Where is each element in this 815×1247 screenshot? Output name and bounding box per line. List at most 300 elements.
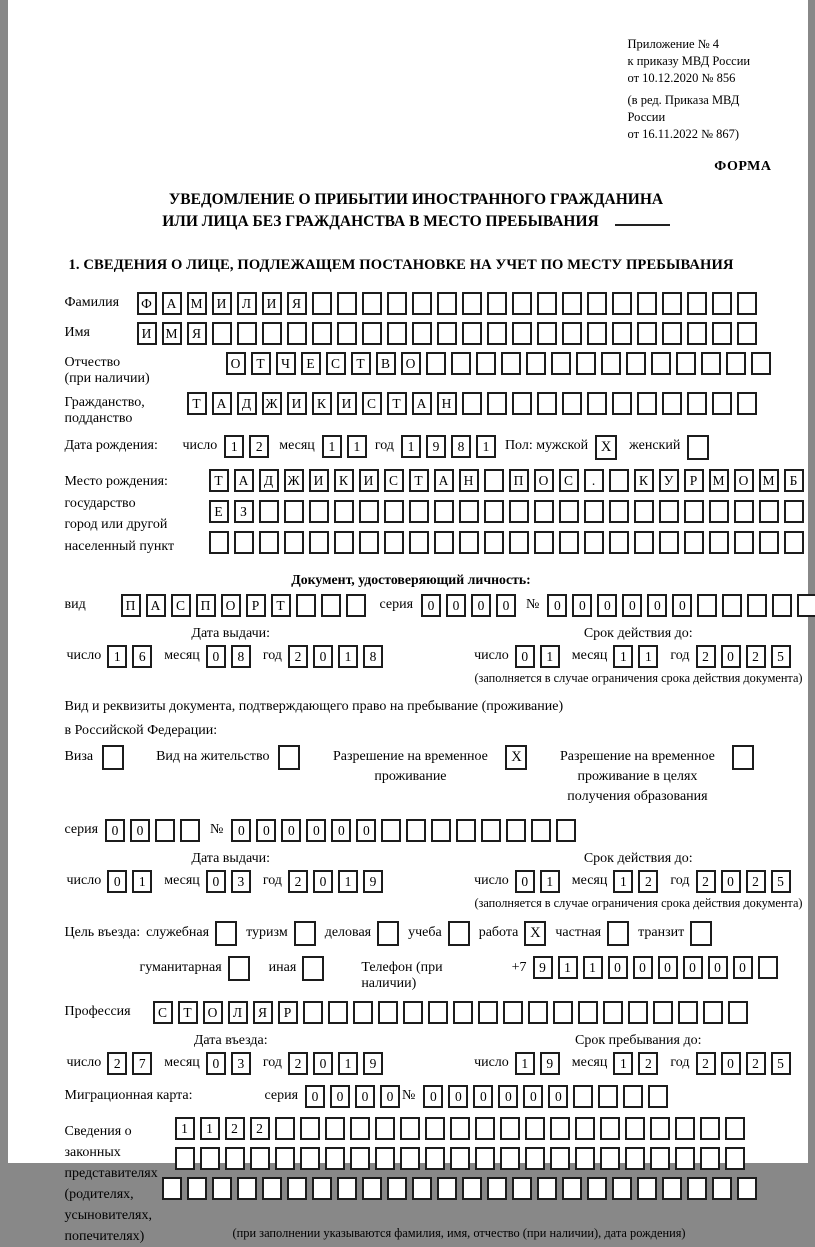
char-cell[interactable]: [722, 594, 742, 617]
char-cell[interactable]: Ф: [137, 292, 157, 315]
char-cell[interactable]: 9: [363, 870, 383, 893]
char-cell[interactable]: [650, 1147, 670, 1170]
purpose-transit-checkbox[interactable]: [690, 921, 712, 946]
char-cell[interactable]: [512, 392, 532, 415]
char-cell[interactable]: [725, 1117, 745, 1140]
char-cell[interactable]: О: [203, 1001, 223, 1024]
char-cell[interactable]: [337, 1177, 357, 1200]
char-cell[interactable]: Е: [301, 352, 321, 375]
char-cell[interactable]: С: [362, 392, 382, 415]
char-cell[interactable]: 0: [231, 819, 251, 842]
char-cell[interactable]: [328, 1001, 348, 1024]
char-cell[interactable]: 2: [746, 1052, 766, 1075]
purpose-other-checkbox[interactable]: [302, 956, 324, 981]
char-cell[interactable]: [675, 1117, 695, 1140]
option-temp-residence-checkbox[interactable]: X: [505, 745, 527, 770]
char-cell[interactable]: 1: [558, 956, 578, 979]
char-cell[interactable]: [475, 1147, 495, 1170]
char-cell[interactable]: [451, 352, 471, 375]
char-cell[interactable]: Р: [684, 469, 704, 492]
char-cell[interactable]: [387, 1177, 407, 1200]
char-cell[interactable]: 0: [305, 1085, 325, 1108]
char-cell[interactable]: 2: [746, 645, 766, 668]
char-cell[interactable]: [662, 292, 682, 315]
char-cell[interactable]: 5: [771, 1052, 791, 1075]
char-cell[interactable]: М: [187, 292, 207, 315]
char-cell[interactable]: [309, 500, 329, 523]
char-cell[interactable]: М: [162, 322, 182, 345]
char-cell[interactable]: [350, 1117, 370, 1140]
char-cell[interactable]: [562, 392, 582, 415]
char-cell[interactable]: Р: [278, 1001, 298, 1024]
char-cell[interactable]: [262, 1177, 282, 1200]
char-cell[interactable]: [676, 352, 696, 375]
char-cell[interactable]: [551, 352, 571, 375]
char-cell[interactable]: 0: [107, 870, 127, 893]
char-cell[interactable]: 1: [200, 1117, 220, 1140]
char-cell[interactable]: [625, 1117, 645, 1140]
char-cell[interactable]: [359, 500, 379, 523]
char-cell[interactable]: [634, 531, 654, 554]
char-cell[interactable]: [584, 500, 604, 523]
char-cell[interactable]: [325, 1147, 345, 1170]
char-cell[interactable]: [155, 819, 175, 842]
char-cell[interactable]: [603, 1001, 623, 1024]
char-cell[interactable]: [487, 1177, 507, 1200]
char-cell[interactable]: [337, 292, 357, 315]
char-cell[interactable]: [212, 1177, 232, 1200]
char-cell[interactable]: 0: [721, 1052, 741, 1075]
char-cell[interactable]: Б: [784, 469, 804, 492]
char-cell[interactable]: К: [334, 469, 354, 492]
char-cell[interactable]: П: [509, 469, 529, 492]
char-cell[interactable]: [737, 322, 757, 345]
char-cell[interactable]: [609, 531, 629, 554]
char-cell[interactable]: [531, 819, 551, 842]
char-cell[interactable]: [175, 1147, 195, 1170]
char-cell[interactable]: И: [359, 469, 379, 492]
char-cell[interactable]: 1: [540, 645, 560, 668]
char-cell[interactable]: [675, 1147, 695, 1170]
char-cell[interactable]: Н: [437, 392, 457, 415]
char-cell[interactable]: 1: [583, 956, 603, 979]
char-cell[interactable]: [437, 292, 457, 315]
char-cell[interactable]: 5: [771, 870, 791, 893]
char-cell[interactable]: [500, 1117, 520, 1140]
char-cell[interactable]: [584, 531, 604, 554]
char-cell[interactable]: [587, 322, 607, 345]
char-cell[interactable]: 0: [523, 1085, 543, 1108]
char-cell[interactable]: К: [634, 469, 654, 492]
char-cell[interactable]: [575, 1117, 595, 1140]
char-cell[interactable]: [759, 531, 779, 554]
char-cell[interactable]: [512, 1177, 532, 1200]
char-cell[interactable]: [772, 594, 792, 617]
char-cell[interactable]: [506, 819, 526, 842]
char-cell[interactable]: [450, 1117, 470, 1140]
char-cell[interactable]: А: [234, 469, 254, 492]
char-cell[interactable]: [687, 292, 707, 315]
char-cell[interactable]: [334, 500, 354, 523]
char-cell[interactable]: 2: [696, 645, 716, 668]
char-cell[interactable]: [687, 1177, 707, 1200]
char-cell[interactable]: [784, 500, 804, 523]
char-cell[interactable]: 1: [338, 1052, 358, 1075]
char-cell[interactable]: [509, 500, 529, 523]
char-cell[interactable]: Д: [237, 392, 257, 415]
char-cell[interactable]: [598, 1085, 618, 1108]
char-cell[interactable]: [312, 292, 332, 315]
char-cell[interactable]: 7: [132, 1052, 152, 1075]
char-cell[interactable]: [737, 1177, 757, 1200]
char-cell[interactable]: [651, 352, 671, 375]
char-cell[interactable]: [712, 322, 732, 345]
char-cell[interactable]: 2: [225, 1117, 245, 1140]
char-cell[interactable]: [484, 469, 504, 492]
char-cell[interactable]: [734, 531, 754, 554]
char-cell[interactable]: 2: [288, 1052, 308, 1075]
char-cell[interactable]: С: [326, 352, 346, 375]
char-cell[interactable]: [559, 531, 579, 554]
char-cell[interactable]: [287, 322, 307, 345]
char-cell[interactable]: [600, 1117, 620, 1140]
char-cell[interactable]: 0: [313, 645, 333, 668]
char-cell[interactable]: [187, 1177, 207, 1200]
option-residence-permit-checkbox[interactable]: [278, 745, 300, 770]
char-cell[interactable]: Я: [187, 322, 207, 345]
char-cell[interactable]: [709, 531, 729, 554]
char-cell[interactable]: 8: [231, 645, 251, 668]
char-cell[interactable]: [712, 392, 732, 415]
char-cell[interactable]: 1: [515, 1052, 535, 1075]
char-cell[interactable]: 0: [256, 819, 276, 842]
char-cell[interactable]: [578, 1001, 598, 1024]
char-cell[interactable]: [537, 322, 557, 345]
char-cell[interactable]: 2: [288, 870, 308, 893]
char-cell[interactable]: 0: [496, 594, 516, 617]
char-cell[interactable]: Т: [187, 392, 207, 415]
char-cell[interactable]: [626, 352, 646, 375]
char-cell[interactable]: [462, 1177, 482, 1200]
char-cell[interactable]: [212, 322, 232, 345]
char-cell[interactable]: Т: [409, 469, 429, 492]
char-cell[interactable]: [650, 1117, 670, 1140]
char-cell[interactable]: Д: [259, 469, 279, 492]
char-cell[interactable]: С: [384, 469, 404, 492]
char-cell[interactable]: 8: [451, 435, 471, 458]
char-cell[interactable]: Т: [351, 352, 371, 375]
option-visa-checkbox[interactable]: [102, 745, 124, 770]
char-cell[interactable]: 8: [363, 645, 383, 668]
char-cell[interactable]: [350, 1147, 370, 1170]
char-cell[interactable]: [262, 322, 282, 345]
char-cell[interactable]: [259, 531, 279, 554]
char-cell[interactable]: [162, 1177, 182, 1200]
char-cell[interactable]: Ч: [276, 352, 296, 375]
char-cell[interactable]: [209, 531, 229, 554]
char-cell[interactable]: [684, 531, 704, 554]
char-cell[interactable]: [559, 500, 579, 523]
char-cell[interactable]: 0: [206, 645, 226, 668]
char-cell[interactable]: 2: [696, 870, 716, 893]
char-cell[interactable]: [609, 500, 629, 523]
char-cell[interactable]: [476, 352, 496, 375]
char-cell[interactable]: [384, 500, 404, 523]
char-cell[interactable]: 6: [132, 645, 152, 668]
char-cell[interactable]: [434, 531, 454, 554]
char-cell[interactable]: У: [659, 469, 679, 492]
char-cell[interactable]: С: [171, 594, 191, 617]
char-cell[interactable]: [412, 322, 432, 345]
char-cell[interactable]: [725, 1147, 745, 1170]
char-cell[interactable]: О: [226, 352, 246, 375]
char-cell[interactable]: [500, 1147, 520, 1170]
char-cell[interactable]: [475, 1117, 495, 1140]
char-cell[interactable]: [387, 292, 407, 315]
char-cell[interactable]: [300, 1117, 320, 1140]
char-cell[interactable]: [758, 956, 778, 979]
char-cell[interactable]: [250, 1147, 270, 1170]
char-cell[interactable]: [275, 1117, 295, 1140]
char-cell[interactable]: 0: [572, 594, 592, 617]
char-cell[interactable]: [237, 322, 257, 345]
sex-male-checkbox[interactable]: X: [595, 435, 617, 460]
char-cell[interactable]: 9: [426, 435, 446, 458]
char-cell[interactable]: [334, 531, 354, 554]
char-cell[interactable]: [487, 392, 507, 415]
char-cell[interactable]: [751, 352, 771, 375]
char-cell[interactable]: 0: [330, 1085, 350, 1108]
char-cell[interactable]: [612, 1177, 632, 1200]
char-cell[interactable]: 2: [638, 870, 658, 893]
char-cell[interactable]: З: [234, 500, 254, 523]
char-cell[interactable]: [462, 322, 482, 345]
char-cell[interactable]: [662, 392, 682, 415]
char-cell[interactable]: 0: [547, 594, 567, 617]
char-cell[interactable]: [456, 819, 476, 842]
char-cell[interactable]: А: [146, 594, 166, 617]
char-cell[interactable]: 1: [401, 435, 421, 458]
char-cell[interactable]: [462, 392, 482, 415]
char-cell[interactable]: 2: [107, 1052, 127, 1075]
char-cell[interactable]: 0: [306, 819, 326, 842]
char-cell[interactable]: [484, 500, 504, 523]
char-cell[interactable]: [537, 292, 557, 315]
char-cell[interactable]: [678, 1001, 698, 1024]
char-cell[interactable]: [400, 1117, 420, 1140]
char-cell[interactable]: 0: [515, 870, 535, 893]
char-cell[interactable]: Т: [271, 594, 291, 617]
char-cell[interactable]: 0: [672, 594, 692, 617]
char-cell[interactable]: 0: [380, 1085, 400, 1108]
purpose-tourism-checkbox[interactable]: [294, 921, 316, 946]
char-cell[interactable]: 2: [638, 1052, 658, 1075]
char-cell[interactable]: [234, 531, 254, 554]
char-cell[interactable]: [362, 292, 382, 315]
char-cell[interactable]: [637, 392, 657, 415]
char-cell[interactable]: [553, 1001, 573, 1024]
char-cell[interactable]: [428, 1001, 448, 1024]
char-cell[interactable]: [576, 352, 596, 375]
char-cell[interactable]: [662, 1177, 682, 1200]
char-cell[interactable]: М: [759, 469, 779, 492]
char-cell[interactable]: 0: [608, 956, 628, 979]
char-cell[interactable]: [431, 819, 451, 842]
char-cell[interactable]: 1: [322, 435, 342, 458]
char-cell[interactable]: [459, 531, 479, 554]
char-cell[interactable]: [556, 819, 576, 842]
char-cell[interactable]: [434, 500, 454, 523]
char-cell[interactable]: 2: [696, 1052, 716, 1075]
char-cell[interactable]: [784, 531, 804, 554]
char-cell[interactable]: [734, 500, 754, 523]
char-cell[interactable]: [481, 819, 501, 842]
char-cell[interactable]: [484, 531, 504, 554]
char-cell[interactable]: 1: [175, 1117, 195, 1140]
char-cell[interactable]: [759, 500, 779, 523]
char-cell[interactable]: [700, 1147, 720, 1170]
char-cell[interactable]: 1: [638, 645, 658, 668]
char-cell[interactable]: [737, 292, 757, 315]
char-cell[interactable]: [406, 819, 426, 842]
char-cell[interactable]: Т: [251, 352, 271, 375]
char-cell[interactable]: 9: [363, 1052, 383, 1075]
char-cell[interactable]: [503, 1001, 523, 1024]
char-cell[interactable]: [700, 1117, 720, 1140]
purpose-official-checkbox[interactable]: [215, 921, 237, 946]
char-cell[interactable]: 0: [421, 594, 441, 617]
char-cell[interactable]: 0: [515, 645, 535, 668]
char-cell[interactable]: В: [376, 352, 396, 375]
char-cell[interactable]: А: [162, 292, 182, 315]
char-cell[interactable]: [587, 292, 607, 315]
char-cell[interactable]: 0: [473, 1085, 493, 1108]
char-cell[interactable]: 1: [540, 870, 560, 893]
purpose-business-checkbox[interactable]: [377, 921, 399, 946]
char-cell[interactable]: Т: [209, 469, 229, 492]
char-cell[interactable]: 0: [708, 956, 728, 979]
char-cell[interactable]: [573, 1085, 593, 1108]
char-cell[interactable]: [659, 500, 679, 523]
char-cell[interactable]: Н: [459, 469, 479, 492]
char-cell[interactable]: [534, 500, 554, 523]
char-cell[interactable]: .: [584, 469, 604, 492]
char-cell[interactable]: [797, 594, 815, 617]
char-cell[interactable]: [312, 1177, 332, 1200]
char-cell[interactable]: Л: [228, 1001, 248, 1024]
char-cell[interactable]: [400, 1147, 420, 1170]
char-cell[interactable]: 3: [231, 1052, 251, 1075]
char-cell[interactable]: [637, 322, 657, 345]
char-cell[interactable]: 0: [130, 819, 150, 842]
char-cell[interactable]: 1: [107, 645, 127, 668]
char-cell[interactable]: [712, 292, 732, 315]
char-cell[interactable]: И: [262, 292, 282, 315]
char-cell[interactable]: [537, 392, 557, 415]
char-cell[interactable]: [623, 1085, 643, 1108]
char-cell[interactable]: [353, 1001, 373, 1024]
char-cell[interactable]: [425, 1147, 445, 1170]
char-cell[interactable]: [437, 1177, 457, 1200]
char-cell[interactable]: 0: [331, 819, 351, 842]
char-cell[interactable]: [237, 1177, 257, 1200]
char-cell[interactable]: [384, 531, 404, 554]
char-cell[interactable]: 1: [224, 435, 244, 458]
char-cell[interactable]: [601, 352, 621, 375]
char-cell[interactable]: 0: [355, 1085, 375, 1108]
char-cell[interactable]: 2: [249, 435, 269, 458]
char-cell[interactable]: [362, 322, 382, 345]
char-cell[interactable]: [612, 292, 632, 315]
char-cell[interactable]: [259, 500, 279, 523]
char-cell[interactable]: [609, 469, 629, 492]
char-cell[interactable]: 0: [446, 594, 466, 617]
purpose-work-checkbox[interactable]: X: [524, 921, 546, 946]
char-cell[interactable]: Ж: [284, 469, 304, 492]
char-cell[interactable]: [275, 1147, 295, 1170]
char-cell[interactable]: 9: [540, 1052, 560, 1075]
char-cell[interactable]: Т: [387, 392, 407, 415]
char-cell[interactable]: [375, 1117, 395, 1140]
char-cell[interactable]: О: [734, 469, 754, 492]
char-cell[interactable]: 0: [498, 1085, 518, 1108]
char-cell[interactable]: [512, 292, 532, 315]
char-cell[interactable]: П: [196, 594, 216, 617]
char-cell[interactable]: [634, 500, 654, 523]
char-cell[interactable]: [180, 819, 200, 842]
char-cell[interactable]: Р: [246, 594, 266, 617]
option-temp-residence-education-checkbox[interactable]: [732, 745, 754, 770]
char-cell[interactable]: 2: [746, 870, 766, 893]
char-cell[interactable]: [459, 500, 479, 523]
char-cell[interactable]: [612, 322, 632, 345]
char-cell[interactable]: [325, 1117, 345, 1140]
char-cell[interactable]: 2: [288, 645, 308, 668]
char-cell[interactable]: [487, 292, 507, 315]
char-cell[interactable]: И: [337, 392, 357, 415]
char-cell[interactable]: 0: [206, 1052, 226, 1075]
char-cell[interactable]: [709, 500, 729, 523]
char-cell[interactable]: [625, 1147, 645, 1170]
char-cell[interactable]: [437, 322, 457, 345]
char-cell[interactable]: 0: [647, 594, 667, 617]
char-cell[interactable]: [653, 1001, 673, 1024]
char-cell[interactable]: [612, 392, 632, 415]
char-cell[interactable]: [478, 1001, 498, 1024]
char-cell[interactable]: [684, 500, 704, 523]
char-cell[interactable]: 0: [658, 956, 678, 979]
char-cell[interactable]: [501, 352, 521, 375]
char-cell[interactable]: [662, 322, 682, 345]
char-cell[interactable]: О: [534, 469, 554, 492]
char-cell[interactable]: 0: [105, 819, 125, 842]
char-cell[interactable]: [747, 594, 767, 617]
char-cell[interactable]: И: [309, 469, 329, 492]
char-cell[interactable]: 0: [548, 1085, 568, 1108]
char-cell[interactable]: [296, 594, 316, 617]
char-cell[interactable]: [712, 1177, 732, 1200]
char-cell[interactable]: [509, 531, 529, 554]
char-cell[interactable]: [287, 1177, 307, 1200]
char-cell[interactable]: С: [153, 1001, 173, 1024]
char-cell[interactable]: [346, 594, 366, 617]
char-cell[interactable]: 0: [206, 870, 226, 893]
char-cell[interactable]: Е: [209, 500, 229, 523]
char-cell[interactable]: И: [212, 292, 232, 315]
char-cell[interactable]: О: [401, 352, 421, 375]
char-cell[interactable]: 9: [533, 956, 553, 979]
char-cell[interactable]: И: [287, 392, 307, 415]
